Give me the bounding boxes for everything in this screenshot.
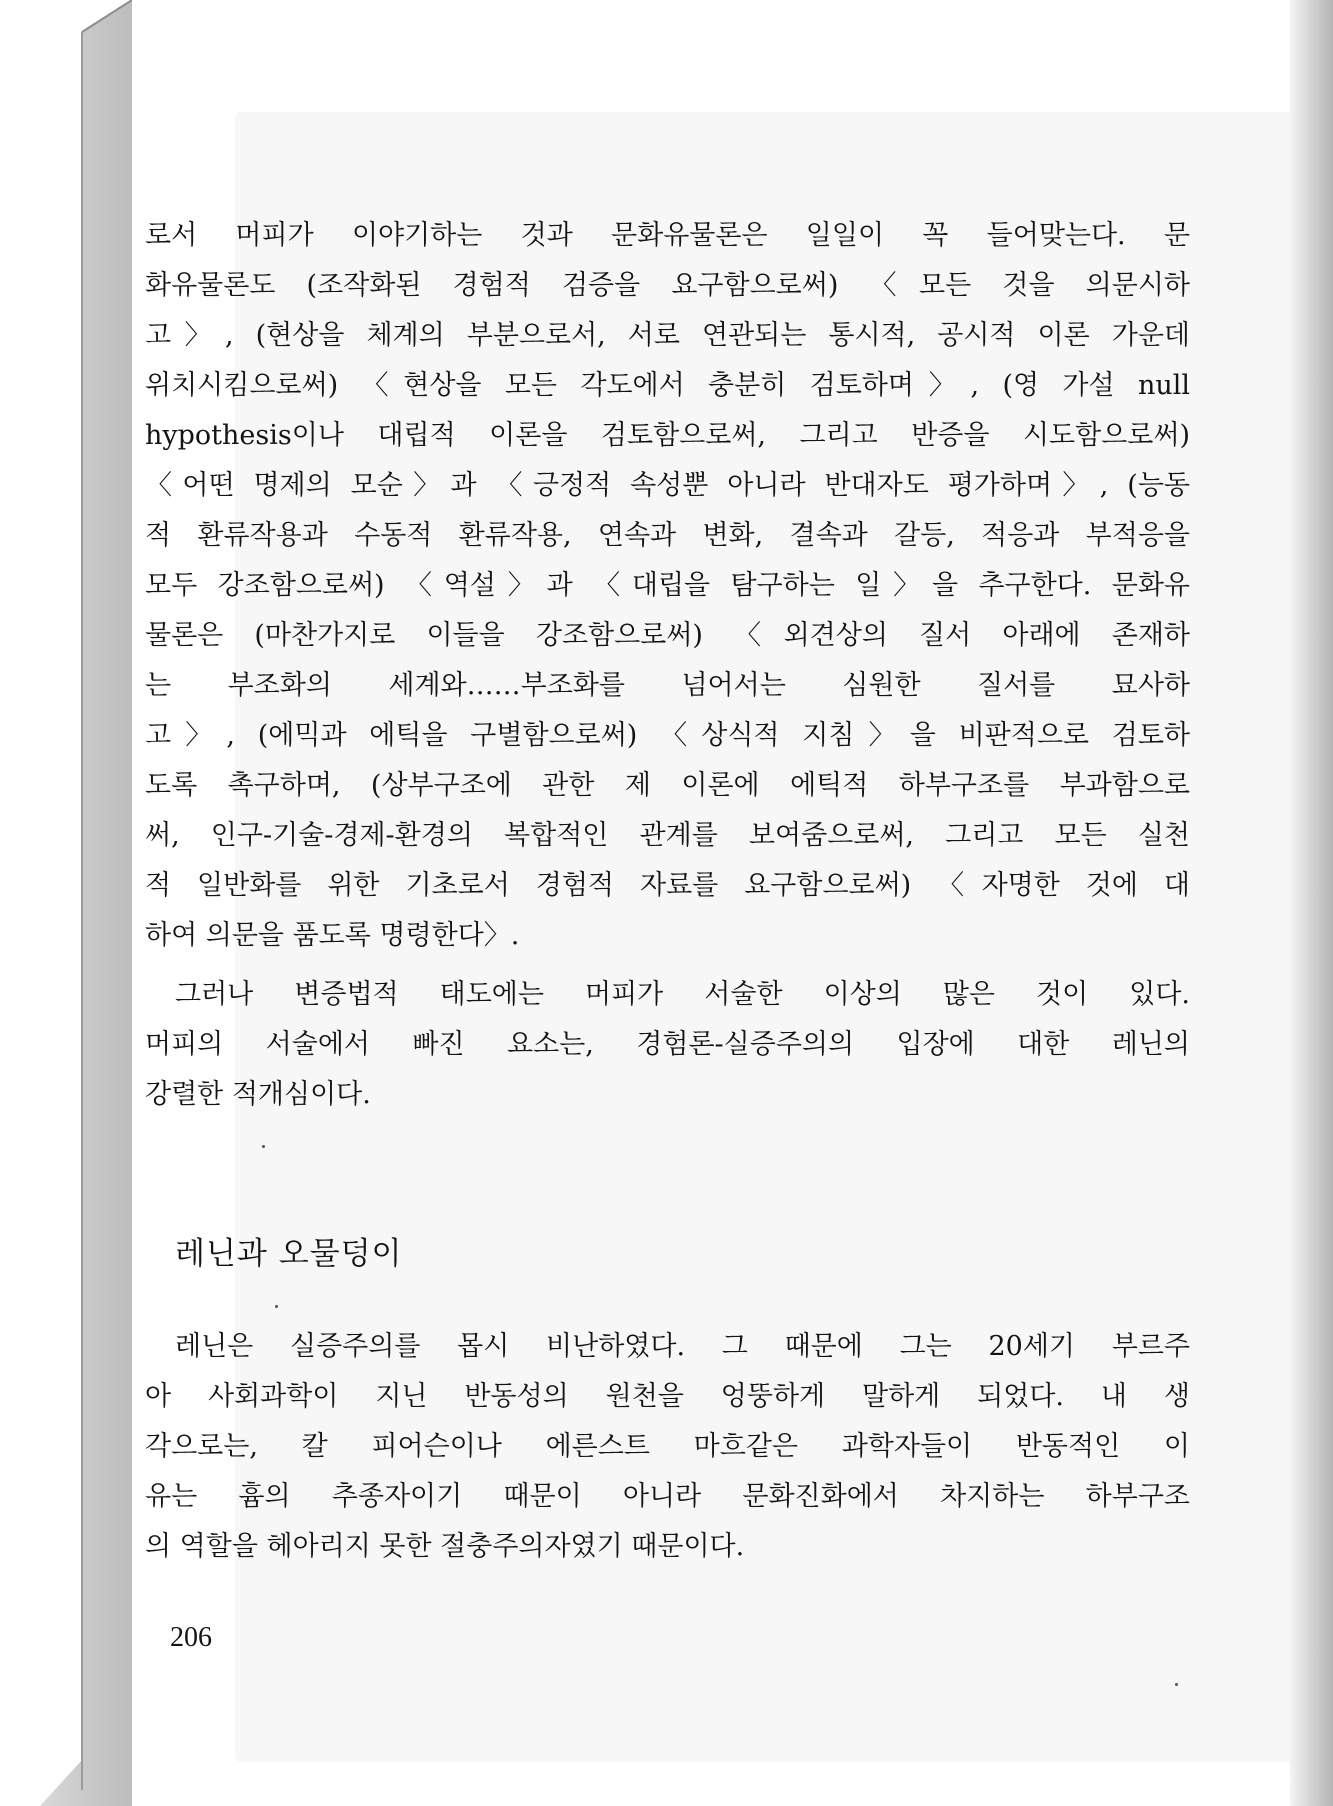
text-line: 적 환류작용과 수동적 환류작용, 연속과 변화, 결속과 갈등, 적응과 부적응을 bbox=[145, 520, 1190, 551]
text-line: 머피의 서술에서 빠진 요소는, 경험론-실증주의의 입장에 대한 레닌의 bbox=[145, 1029, 1190, 1060]
text-line: hypothesis이나 대립적 이론을 검토함으로써, 그리고 반증을 시도함으로써) bbox=[145, 420, 1190, 451]
text-line: 써, 인구-기술-경제-환경의 복합적인 관계를 보여줌으로써, 그리고 모든 실천 bbox=[145, 820, 1190, 851]
text-line: 는 부조화의 세계와……부조화를 넘어서는 심원한 질서를 묘사하 bbox=[145, 670, 1190, 701]
text-line: 도록 촉구하며, (상부구조에 관한 제 이론에 에틱적 하부구조를 부과함으로 bbox=[145, 770, 1190, 801]
paragraph-1 bbox=[145, 211, 1190, 961]
text-line: 위치시킴으로써) 〈현상을 모든 각도에서 충분히 검토하며〉, (영 가설 null bbox=[145, 370, 1190, 401]
text-line: 그러나 변증법적 태도에는 머피가 서술한 이상의 많은 것이 있다. bbox=[175, 979, 1190, 1010]
page-edge-shadow bbox=[1290, 0, 1333, 1806]
section-heading: 레닌과 오물덩이 bbox=[175, 1236, 403, 1272]
scan-speck bbox=[275, 1305, 278, 1308]
scan-speck bbox=[262, 1145, 265, 1148]
text-line: 유는 흄의 추종자이기 때문이 아니라 문화진화에서 차지하는 하부구조 bbox=[145, 1481, 1190, 1512]
text-line: 화유물론도 (조작화된 경험적 검증을 요구함으로써) 〈모든 것을 의문시하 bbox=[145, 270, 1190, 301]
page-number: 206 bbox=[170, 1622, 212, 1653]
text-line: 하여 의문을 품도록 명령한다〉. bbox=[145, 920, 520, 951]
book-spine-shape bbox=[0, 0, 140, 1806]
text-line: 레닌은 실증주의를 몹시 비난하였다. 그 때문에 그는 20세기 부르주 bbox=[175, 1331, 1190, 1362]
text-line: 강렬한 적개심이다. bbox=[145, 1079, 371, 1110]
paragraph-3 bbox=[145, 1322, 1190, 1572]
text-line: 의 역할을 헤아리지 못한 절충주의자였기 때문이다. bbox=[145, 1531, 745, 1562]
text-line: 로서 머피가 이야기하는 것과 문화유물론은 일일이 꼭 들어맞는다. 문 bbox=[145, 220, 1190, 251]
book-spine bbox=[0, 0, 140, 1806]
text-line: 적 일반화를 위한 기초로서 경험적 자료를 요구함으로써) 〈자명한 것에 대 bbox=[145, 870, 1190, 901]
text-line: 〈어떤 명제의 모순〉과 〈긍정적 속성뿐 아니라 반대자도 평가하며〉, (능동 bbox=[145, 470, 1190, 501]
text-line: 모두 강조함으로써) 〈역설〉과 〈대립을 탐구하는 일〉을 추구한다. 문화유 bbox=[145, 570, 1190, 601]
text-line: 아 사회과학이 지닌 반동성의 원천을 엉뚱하게 말하게 되었다. 내 생 bbox=[145, 1381, 1190, 1412]
text-line: 고〉, (현상을 체계의 부분으로서, 서로 연관되는 통시적, 공시적 이론 가운데 bbox=[145, 320, 1190, 351]
text-line: 물론은 (마찬가지로 이들을 강조함으로써) 〈외견상의 질서 아래에 존재하 bbox=[145, 620, 1190, 651]
text-line: 각으로는, 칼 피어슨이나 에른스트 마흐같은 과학자들이 반동적인 이 bbox=[145, 1431, 1190, 1462]
text-line: 고〉, (에믹과 에틱을 구별함으로써) 〈상식적 지침〉을 비판적으로 검토하 bbox=[145, 720, 1190, 751]
scan-speck bbox=[1175, 1683, 1178, 1686]
paragraph-2 bbox=[145, 970, 1190, 1120]
